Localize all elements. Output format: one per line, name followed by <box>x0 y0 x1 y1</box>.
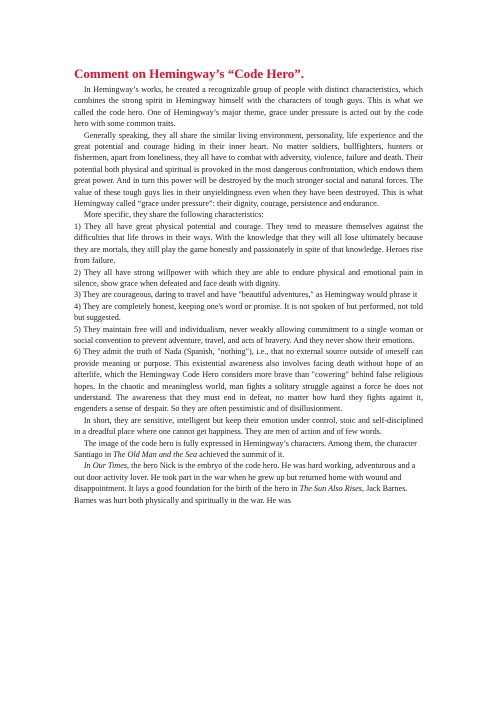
book-title: The Sun Also Rises <box>299 484 362 494</box>
list-item-4: 4) They are completely honest, keeping one's word or promise. It is not spoken of but performed, not told but suggested. <box>74 301 423 323</box>
paragraph-image: The image of the code hero is fully expressed in Hemingway’s characters. Among them, the character Santiago in The Old Man and the Sea achieved the summit of it. <box>74 438 417 459</box>
book-title: The Old Man and the Sea <box>113 450 198 459</box>
paragraph-general: Generally speaking, they all share the similar living environment, personality, life experience and the great potential and courage hiding in their inner heart. No matter soldiers, bullfighters, hunters or fishermen, apart from loneliness, they all have to combat with adversity, violence, failure and death. Their potential both physical and spiritual is provoked in the most dangerous confrontation, which endows them great power. And in turn this power will be destroyed by the much stronger social and natural forces. The value of these tough guys lies in their unyieldingness even when they have been destroyed. This is what Hemingway called “grace under pressure”: their dignity, courage, persistence and endurance. <box>74 130 423 209</box>
paragraph-summary: In short, they are sensitive, intelligent but keep their emotion under control, stoic and self-disciplined in a dreadful place where one cannot get happiness. They are men of action and of few words. <box>74 415 423 437</box>
paragraph-characteristics-intro: More specific, they share the following characteristics: <box>83 210 264 220</box>
paragraph-nick: In Our Times, the hero Nick is the embryo of the code hero. He was hard working, adventurous and a out door activity lover. He took part in the war when he grew up but returned home with wound and disappointment. It lays a good foundation for the birth of the hero in The Sun Also Rises, Jack Barnes. Barnes was hurt both physically and spiritually in the war. He was <box>74 461 416 505</box>
list-item-5: 5) They maintain free will and individualism, never weakly allowing commitment to a single woman or social convention to prevent adventure, travel, and acts of bravery. And they never show their emotions. <box>74 324 423 345</box>
document-title: Comment on Hemingway’s “Code Hero”. <box>74 66 305 81</box>
list-item-1: 1) They all have great physical potential and courage. They tend to measure themselves against the difficulties that life throws in their ways. With the knowledge that they will all lose ultimately because they are mortals, they still play the game honestly and passionately in spite of that knowledge. Heroes rise from failure. <box>74 221 423 266</box>
paragraph-intro: In Hemingway’s works, he created a recognizable group of people with distinct characteristics, which combines the strong spirit in Hemingway himself with the characters of tough guys. This is what we called the code hero. One of Hemingway’s major theme, grace under pressure is acted out by the code hero with some common traits. <box>74 85 423 129</box>
list-item-3: 3) They are courageous, daring to travel and have "beautiful adventures," as Hemingway would phrase it <box>74 290 418 300</box>
document-body <box>74 84 423 506</box>
book-title: In Our Times <box>83 461 128 471</box>
list-item-6: 6) They admit the truth of Nada (Spanish, "nothing"), i.e., that no external source outside of oneself can provide meaning or purpose. This existential awareness also involves facing death without hope of an afterlife, which the Hemingway Code Hero considers more brave than "cowering" behind false religious hopes. In the chaotic and meaningless world, man fights a solitary struggle against a force he does not understand. The awareness that they must end in defeat, no matter how hard they fights against it, engenders a sense of despair. So they are often pessimistic and of disillusionment. <box>74 347 423 414</box>
list-item-2: 2) They all have strong willpower with which they are able to endure physical and emotional pain in silence, show grace when defeated and face death with dignity. <box>74 267 423 288</box>
